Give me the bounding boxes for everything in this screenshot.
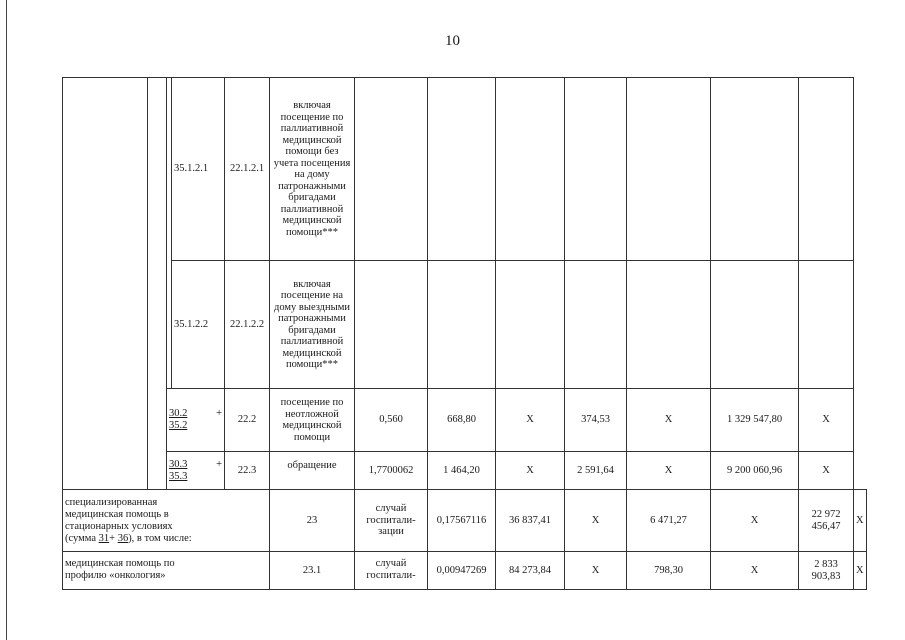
code-a-part: 35.2 (169, 420, 188, 431)
row-label-part: + (109, 532, 118, 544)
row-label-part: 31 (98, 532, 110, 544)
value-cell: X (627, 452, 711, 490)
value-cell: X (799, 452, 854, 490)
code-a-part: 30.2 (169, 408, 188, 419)
value-cell: X (711, 552, 799, 590)
page-number: 10 (445, 33, 460, 49)
code-a-part: 30.3 (169, 458, 188, 470)
code-b-cell: 22.3 (225, 452, 270, 490)
row-label-part: ), в том числе: (128, 532, 192, 544)
value-cell: 798,30 (627, 552, 711, 590)
value-cell: 668,80 (428, 389, 496, 452)
row-label-line: стационарных условиях (65, 520, 173, 532)
table-row (63, 389, 867, 452)
row-label-part: 36 (117, 532, 129, 544)
code-a-plus: + (216, 408, 222, 419)
code-a-cell: 35.1.2.1 (172, 78, 225, 261)
value-cell (355, 261, 428, 389)
value-cell: X (627, 389, 711, 452)
value-cell (565, 78, 627, 261)
row-label-cell (63, 490, 270, 552)
row-label-part: (сумма (65, 532, 99, 544)
value-cell: X (854, 490, 867, 552)
code-a-cell (167, 389, 225, 452)
value-cell: X (565, 490, 627, 552)
row-label-line: медицинская помощь по (65, 558, 175, 569)
row-label-line: медицинская помощь в (65, 508, 169, 520)
value-cell: X (854, 552, 867, 590)
value-cell (565, 261, 627, 389)
value-cell: 1 329 547,80 (711, 389, 799, 452)
description-cell: посещение по неотложной медицинской помощи (270, 389, 355, 452)
value-cell: X (799, 389, 854, 452)
table-row (63, 552, 867, 590)
code-a-cell: 35.1.2.2 (172, 261, 225, 389)
value-cell: X (496, 452, 565, 490)
description-cell: включая посещение по паллиативной медицинской помощи без учета посещения на дому патронажными бригадами паллиативной медицинской помощи*** (270, 78, 355, 261)
value-cell: 1,7700062 (355, 452, 428, 490)
value-cell (355, 78, 428, 261)
description-cell: включая посещение на дому выездными патронажными бригадами паллиативной медицинской помощи*** (270, 261, 355, 389)
row-label-line: профилю «онкология» (65, 570, 166, 581)
value-cell (799, 78, 854, 261)
value-cell (711, 78, 799, 261)
code-b-cell: 23 (270, 490, 355, 552)
value-cell: 6 471,27 (627, 490, 711, 552)
empty-cell (148, 78, 167, 490)
value-cell (799, 261, 854, 389)
value-cell: 1 464,20 (428, 452, 496, 490)
description-cell: обращение (270, 452, 355, 490)
code-b-cell: 22.1.2.1 (225, 78, 270, 261)
value-cell: X (565, 552, 627, 590)
description-cell: случай госпитали-зации (355, 490, 428, 552)
code-a-plus: + (216, 458, 222, 470)
value-cell: 2 833 903,83 (799, 552, 854, 590)
table-row (63, 78, 867, 261)
value-cell (711, 261, 799, 389)
code-b-cell: 22.1.2.2 (225, 261, 270, 389)
value-cell (627, 261, 711, 389)
row-label-cell (63, 552, 270, 590)
value-cell (627, 78, 711, 261)
value-cell: X (496, 389, 565, 452)
code-a-part: 35.3 (169, 470, 188, 482)
value-cell: X (711, 490, 799, 552)
value-cell: 0,560 (355, 389, 428, 452)
value-cell: 0,00947269 (428, 552, 496, 590)
table-row (63, 452, 867, 490)
row-label-line (65, 533, 267, 545)
table-row (63, 490, 867, 552)
value-cell (496, 78, 565, 261)
page-edge-line (6, 0, 7, 640)
value-cell: 22 972 456,47 (799, 490, 854, 552)
empty-cell (63, 78, 148, 490)
description-cell: случай госпитали- (355, 552, 428, 590)
value-cell: 2 591,64 (565, 452, 627, 490)
table-row (63, 261, 867, 389)
value-cell: 374,53 (565, 389, 627, 452)
row-label-line: специализированная (65, 496, 158, 508)
code-b-cell: 23.1 (270, 552, 355, 590)
value-cell (428, 261, 496, 389)
code-a-cell (167, 452, 225, 490)
value-cell (428, 78, 496, 261)
tariff-table (62, 77, 867, 590)
value-cell: 9 200 060,96 (711, 452, 799, 490)
code-b-cell: 22.2 (225, 389, 270, 452)
value-cell: 36 837,41 (496, 490, 565, 552)
value-cell: 0,17567116 (428, 490, 496, 552)
value-cell: 84 273,84 (496, 552, 565, 590)
value-cell (496, 261, 565, 389)
